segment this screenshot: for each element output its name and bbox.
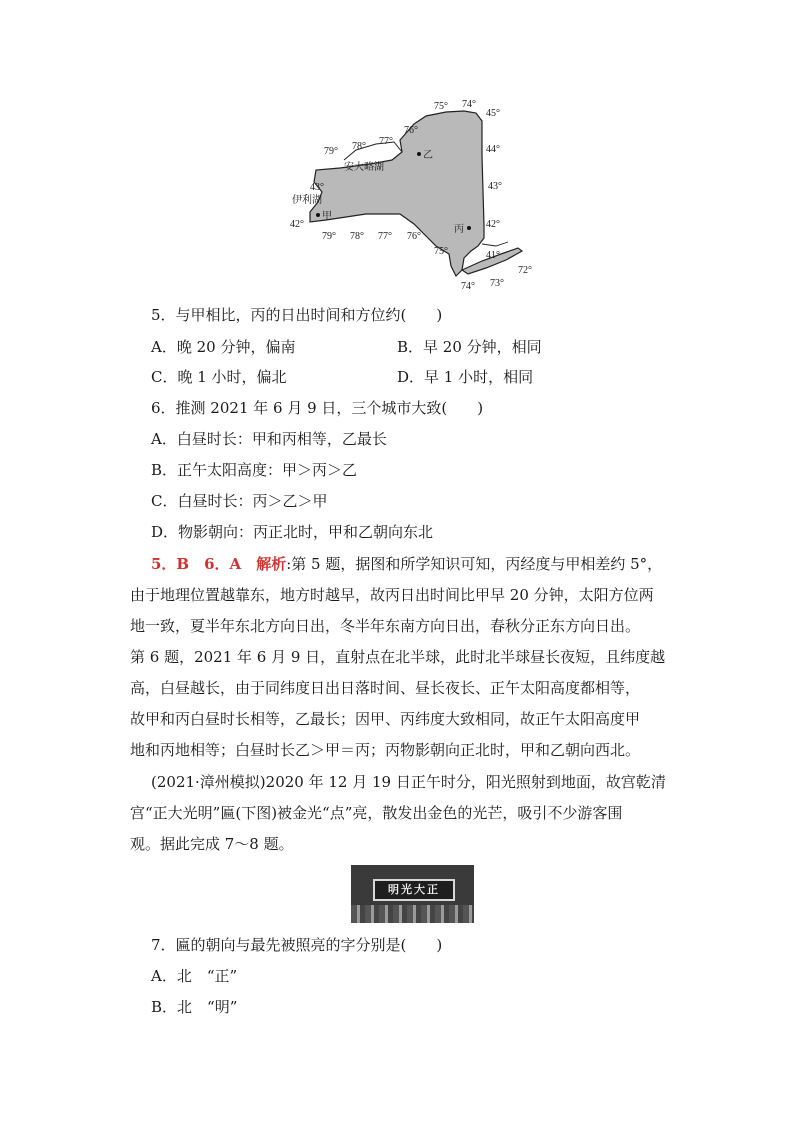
- svg-text:79°: 79°: [322, 231, 336, 242]
- q7-option-a: A．北 “正”: [151, 967, 238, 985]
- city-bing-label: 丙: [454, 224, 464, 235]
- q6-option-c: C．白昼时长：丙＞乙＞甲: [151, 492, 328, 510]
- state-shape: [310, 111, 484, 276]
- answer-key: 5．B 6．A 解析: [151, 555, 287, 573]
- q5-stem: 5．与甲相比，丙的日出时间和方位约( ): [151, 306, 443, 324]
- lake-erie-label: 伊利湖: [292, 195, 322, 206]
- plaque-photo: [351, 865, 474, 923]
- analysis-line-2: 由于地理位置越靠东，地方时越早，故丙日出时间比甲早 20 分钟，太阳方位两: [130, 586, 654, 604]
- q6-option-a: A．白昼时长：甲和丙相等，乙最长: [151, 430, 387, 448]
- analysis-line-5: 高，白昼越长，由于同纬度日出日落时间、昼长夜长、正午太阳高度都相等，: [130, 679, 641, 697]
- svg-text:41°: 41°: [486, 250, 500, 261]
- svg-text:73°: 73°: [490, 278, 504, 289]
- svg-text:75°: 75°: [434, 101, 448, 112]
- q7-stem: 7．匾的朝向与最先被照亮的字分别是( ): [151, 936, 443, 954]
- svg-text:44°: 44°: [486, 144, 500, 155]
- lake-ontario-label: 安大略湖: [344, 162, 384, 173]
- new-york-map-figure: [286, 96, 546, 294]
- analysis-line-1: 5．B 6．A 解析:第 5 题，据图和所学知识可知，丙经度与甲相差约 5°，: [151, 555, 663, 573]
- city-jia-label: 甲: [322, 211, 332, 222]
- plaque-board: 明光大正: [373, 879, 455, 901]
- q6-option-d: D．物影朝向：丙正北时，甲和乙朝向东北: [151, 523, 434, 541]
- q7-option-b: B．北 “明”: [151, 998, 238, 1016]
- q5-option-d: D．早 1 小时，相同: [397, 368, 534, 386]
- svg-text:45°: 45°: [486, 108, 500, 119]
- intro-line-1: (2021·漳州模拟)2020 年 12 月 19 日正午时分，阳光照射到地面，故宫乾清: [151, 773, 666, 791]
- svg-text:77°: 77°: [378, 231, 392, 242]
- city-yi-label: 乙: [423, 150, 433, 161]
- svg-text:42°: 42°: [486, 219, 500, 230]
- svg-text:79°: 79°: [324, 146, 338, 157]
- map-svg: [286, 96, 546, 294]
- svg-text:43°: 43°: [488, 181, 502, 192]
- city-bing-dot: [467, 226, 471, 230]
- svg-text:76°: 76°: [407, 231, 421, 242]
- plaque-decoration: [351, 905, 474, 923]
- city-jia-dot: [316, 213, 320, 217]
- analysis-line-4: 第 6 题，2021 年 6 月 9 日，直射点在北半球，此时北半球昼长夜短，且纬度越: [130, 648, 666, 666]
- intro-line-2: 宫“正大光明”匾(下图)被金光“点”亮，散发出金色的光芒，吸引不少游客围: [130, 804, 623, 822]
- analysis-line-7: 地和丙地相等；白昼时长乙＞甲＝丙；丙物影朝向正北时，甲和乙朝向西北。: [130, 741, 641, 759]
- svg-text:74°: 74°: [461, 281, 475, 292]
- q5-option-a: A．晚 20 分钟，偏南: [151, 338, 296, 356]
- svg-text:43°: 43°: [310, 182, 324, 193]
- q6-option-b: B．正午太阳高度：甲＞丙＞乙: [151, 461, 358, 479]
- svg-text:78°: 78°: [350, 231, 364, 242]
- svg-text:77°: 77°: [379, 136, 393, 147]
- svg-text:76°: 76°: [404, 125, 418, 136]
- q6-stem: 6．推测 2021 年 6 月 9 日，三个城市大致( ): [151, 399, 484, 417]
- analysis-line-3: 地一致，夏半年东北方向日出，冬半年东南方向日出，春秋分正东方向日出。: [130, 617, 641, 635]
- svg-text:42°: 42°: [290, 219, 304, 230]
- svg-text:74°: 74°: [462, 99, 476, 110]
- svg-text:75°: 75°: [434, 246, 448, 257]
- q5-option-b: B．早 20 分钟，相同: [397, 338, 542, 356]
- intro-line-3: 观。据此完成 7～8 题。: [130, 835, 294, 853]
- svg-text:72°: 72°: [518, 265, 532, 276]
- q5-options-row-2: [151, 367, 534, 387]
- q5-option-c: C．晚 1 小时，偏北: [151, 368, 287, 386]
- q5-options-row-1: [151, 337, 542, 357]
- svg-text:78°: 78°: [352, 141, 366, 152]
- analysis-line-6: 故甲和丙白昼时长相等，乙最长；因甲、丙纬度大致相同，故正午太阳高度甲: [130, 710, 641, 728]
- city-yi-dot: [417, 152, 421, 156]
